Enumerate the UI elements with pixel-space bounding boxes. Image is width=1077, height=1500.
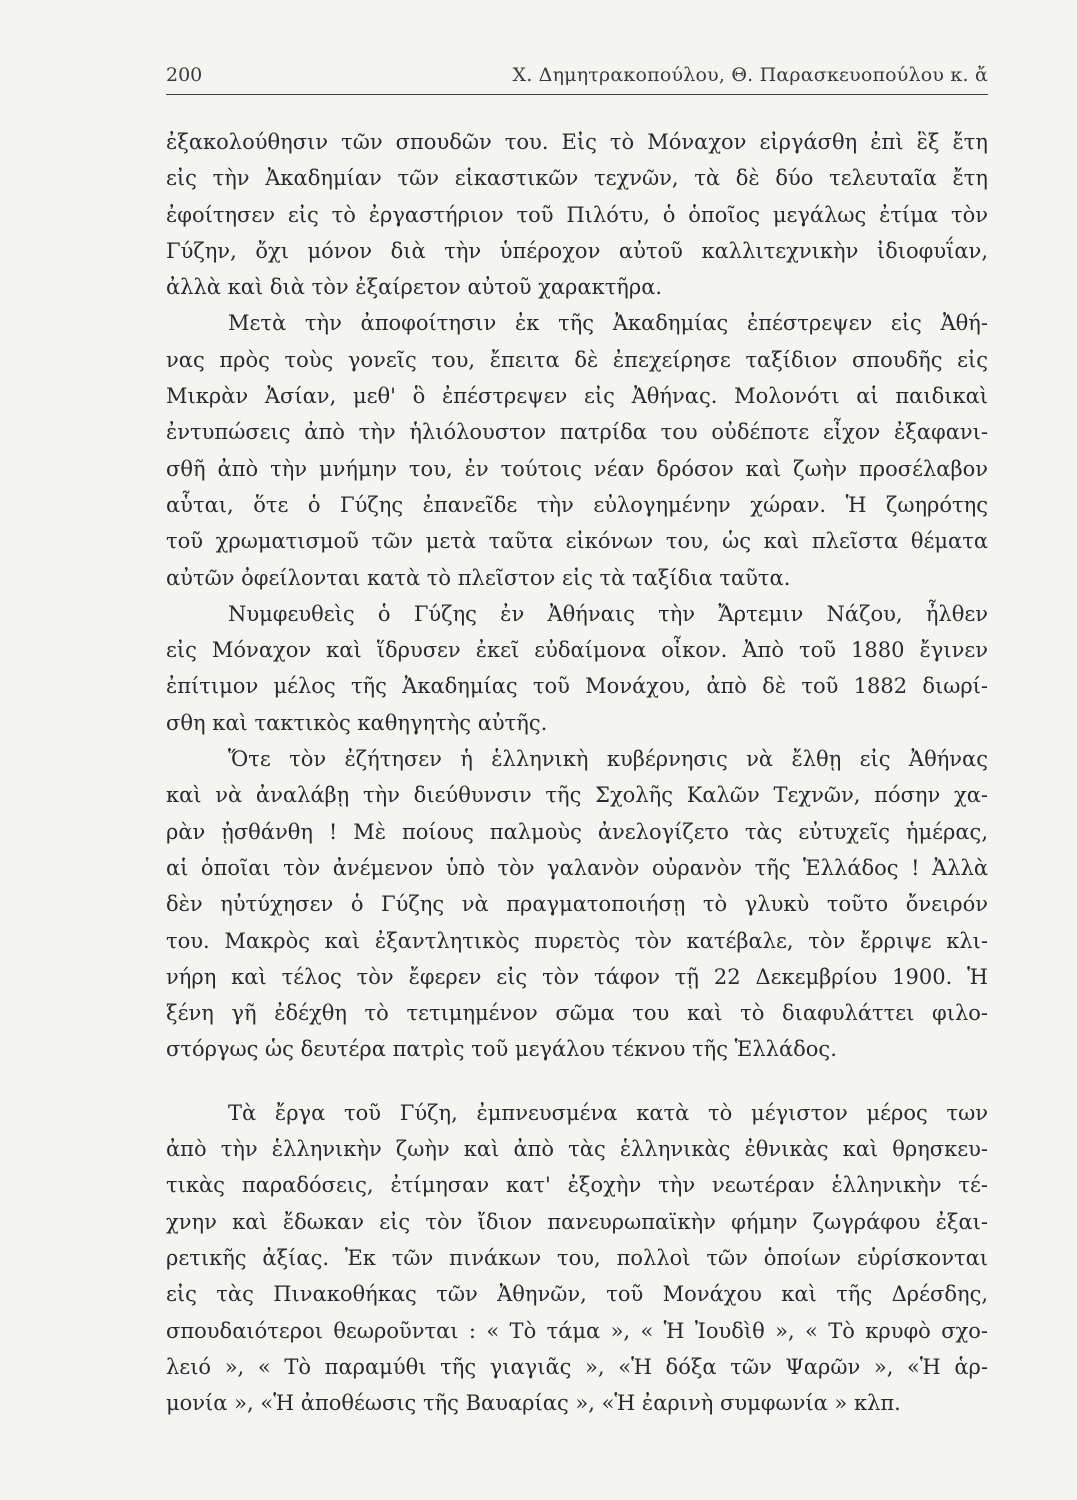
- paragraph: [166, 124, 988, 305]
- text-line: αἱ ὁποῖαι τὸν ἀνέμενον ὑπὸ τὸν γαλανὸν οὐρανὸν τῆς Ἑλλάδος ! Ἀλλὰ: [166, 855, 988, 880]
- paragraph-spacer: [166, 1068, 988, 1095]
- text-line: στόργως ὡς δευτέρα πατρὶς τοῦ μεγάλου τέκνου τῆς Ἑλλάδος.: [166, 1037, 837, 1062]
- text-line: σθῆ ἀπὸ τὴν μνήμην του, ἐν τούτοις νέαν δρόσον καὶ ζωὴν προσέλαβον: [166, 456, 988, 481]
- text-line: μονία », «Ἡ ἀποθέωσις τῆς Βαυαρίας », «Ἡ ἐαρινὴ συμφωνία » κλπ.: [166, 1391, 901, 1416]
- text-line: αὗται, ὅτε ὁ Γύζης ἐπανεῖδε τὴν εὐλογημένην χώραν. Ἡ ζωηρότης: [166, 492, 988, 517]
- text-line: ἐξακολούθησιν τῶν σπουδῶν του. Εἰς τὸ Μόναχον εἰργάσθη ἐπὶ ἓξ ἔτη: [166, 130, 988, 154]
- header-title: Χ. Δημητρακοπούλου, Θ. Παρασκευοπούλου κ. ἄ: [512, 64, 988, 86]
- text-line: σπουδαιότεροι θεωροῦνται : « Τὸ τάμα », « Ἡ Ἰουδὶθ », « Τὸ κρυφὸ σχο-: [166, 1318, 988, 1343]
- text-line: λειό », « Τὸ παραμύθι τῆς γιαγιᾶς », «Ἡ δόξα τῶν Ψαρῶν », «Ἡ ἁρ-: [166, 1354, 988, 1379]
- text-line: νας πρὸς τοὺς γονεῖς του, ἔπειτα δὲ ἐπεχείρησε ταξίδιον σπουδῆς εἰς: [166, 347, 988, 372]
- text-line: Μετὰ τὴν ἀποφοίτησιν ἐκ τῆς Ἀκαδημίας ἐπέστρεψεν εἰς Ἀθή-: [228, 311, 988, 336]
- text-line: αὐτῶν ὀφείλονται κατὰ τὸ πλεῖστον εἰς τὰ ταξίδια ταῦτα.: [166, 565, 791, 590]
- running-header: [166, 60, 988, 90]
- text-line: Μικρὰν Ἀσίαν, μεθ' ὃ ἐπέστρεψεν εἰς Ἀθήνας. Μολονότι αἱ παιδικαὶ: [166, 384, 988, 409]
- paragraph: [166, 305, 988, 595]
- header-rule: [166, 94, 988, 95]
- text-line: του. Μακρὸς καὶ ἐξαντλητικὸς πυρετὸς τὸν κατέβαλε, τὸν ἔρριψε κλι-: [166, 928, 988, 953]
- text-line: ἀλλὰ καὶ διὰ τὸν ἐξαίρετον αὐτοῦ χαρακτῆρα.: [166, 275, 663, 300]
- text-line: χνην καὶ ἔδωκαν εἰς τὸν ἴδιον πανευρωπαϊκὴν φήμην ζωγράφου ἐξαι-: [166, 1209, 988, 1234]
- text-line: ἀπὸ τὴν ἑλληνικὴν ζωὴν καὶ ἀπὸ τὰς ἑλληνικὰς ἐθνικὰς καὶ θρησκευ-: [166, 1137, 988, 1162]
- paragraph: [166, 596, 988, 741]
- text-line: Ὅτε τὸν ἐζήτησεν ἡ ἑλληνικὴ κυβέρνησις νὰ ἔλθῃ εἰς Ἀθήνας: [228, 747, 988, 772]
- text-line: ἐπίτιμον μέλος τῆς Ἀκαδημίας τοῦ Μονάχου, ἀπὸ δὲ τοῦ 1882 διωρί-: [166, 674, 988, 699]
- text-line: σθη καὶ τακτικὸς καθηγητὴς αὐτῆς.: [166, 710, 548, 735]
- text-line: καὶ νὰ ἀναλάβῃ τὴν διεύθυνσιν τῆς Σχολῆς Καλῶν Τεχνῶν, πόσην χα-: [166, 783, 988, 808]
- page-number: 200: [166, 64, 203, 86]
- text-line: τοῦ χρωματισμοῦ τῶν μετὰ ταῦτα εἰκόνων του, ὡς καὶ πλεῖστα θέματα: [166, 529, 988, 554]
- text-line: ἐφοίτησεν εἰς τὸ ἐργαστήριον τοῦ Πιλότυ, ὁ ὁποῖος μεγάλως ἐτίμα τὸν: [166, 202, 988, 227]
- text-line: εἰς τὰς Πινακοθήκας τῶν Ἀθηνῶν, τοῦ Μονάχου καὶ τῆς Δρέσδης,: [166, 1282, 988, 1307]
- text-line: ρετικῆς ἀξίας. Ἐκ τῶν πινάκων του, πολλοὶ τῶν ὁποίων εὑρίσκονται: [166, 1245, 988, 1270]
- text-line: δὲν ηὐτύχησεν ὁ Γύζης νὰ πραγματοποιήσῃ τὸ γλυκὺ τοῦτο ὄνειρόν: [166, 892, 988, 917]
- text-line: νήρη καὶ τέλος τὸν ἔφερεν εἰς τὸν τάφον τῇ 22 Δεκεμβρίου 1900. Ἡ: [166, 964, 988, 989]
- text-line: Τὰ ἔργα τοῦ Γύζη, ἐμπνευσμένα κατὰ τὸ μέγιστον μέρος των: [228, 1100, 988, 1125]
- body-text: [166, 124, 988, 1421]
- text-line: ξένη γῆ ἐδέχθη τὸ τετιμημένον σῶμα του καὶ τὸ διαφυλάττει φιλο-: [166, 1001, 988, 1026]
- text-line: Νυμφευθεὶς ὁ Γύζης ἐν Ἀθήναις τὴν Ἄρτεμιν Νάζου, ἦλθεν: [228, 601, 988, 626]
- text-line: τικὰς παραδόσεις, ἐτίμησαν κατ' ἐξοχὴν τὴν νεωτέραν ἑλληνικὴν τέ-: [166, 1173, 988, 1198]
- paragraph: [166, 1095, 988, 1422]
- text-line: Γύζην, ὄχι μόνον διὰ τὴν ὑπέροχον αὐτοῦ καλλιτεχνικὴν ἰδιοφυΐαν,: [166, 238, 988, 263]
- text-line: εἰς τὴν Ἀκαδημίαν τῶν εἰκαστικῶν τεχνῶν, τὰ δὲ δύο τελευταῖα ἔτη: [166, 166, 988, 191]
- text-line: ἐντυπώσεις ἀπὸ τὴν ἡλιόλουστον πατρίδα του οὐδέποτε εἶχον ἐξαφανι-: [166, 420, 988, 445]
- text-line: εἰς Μόναχον καὶ ἵδρυσεν ἐκεῖ εὐδαίμονα οἶκον. Ἀπὸ τοῦ 1880 ἔγινεν: [166, 638, 988, 663]
- text-line: ρὰν ᾐσθάνθη ! Μὲ ποίους παλμοὺς ἀνελογίζετο τὰς εὐτυχεῖς ἡμέρας,: [166, 819, 988, 844]
- paragraph: [166, 741, 988, 1068]
